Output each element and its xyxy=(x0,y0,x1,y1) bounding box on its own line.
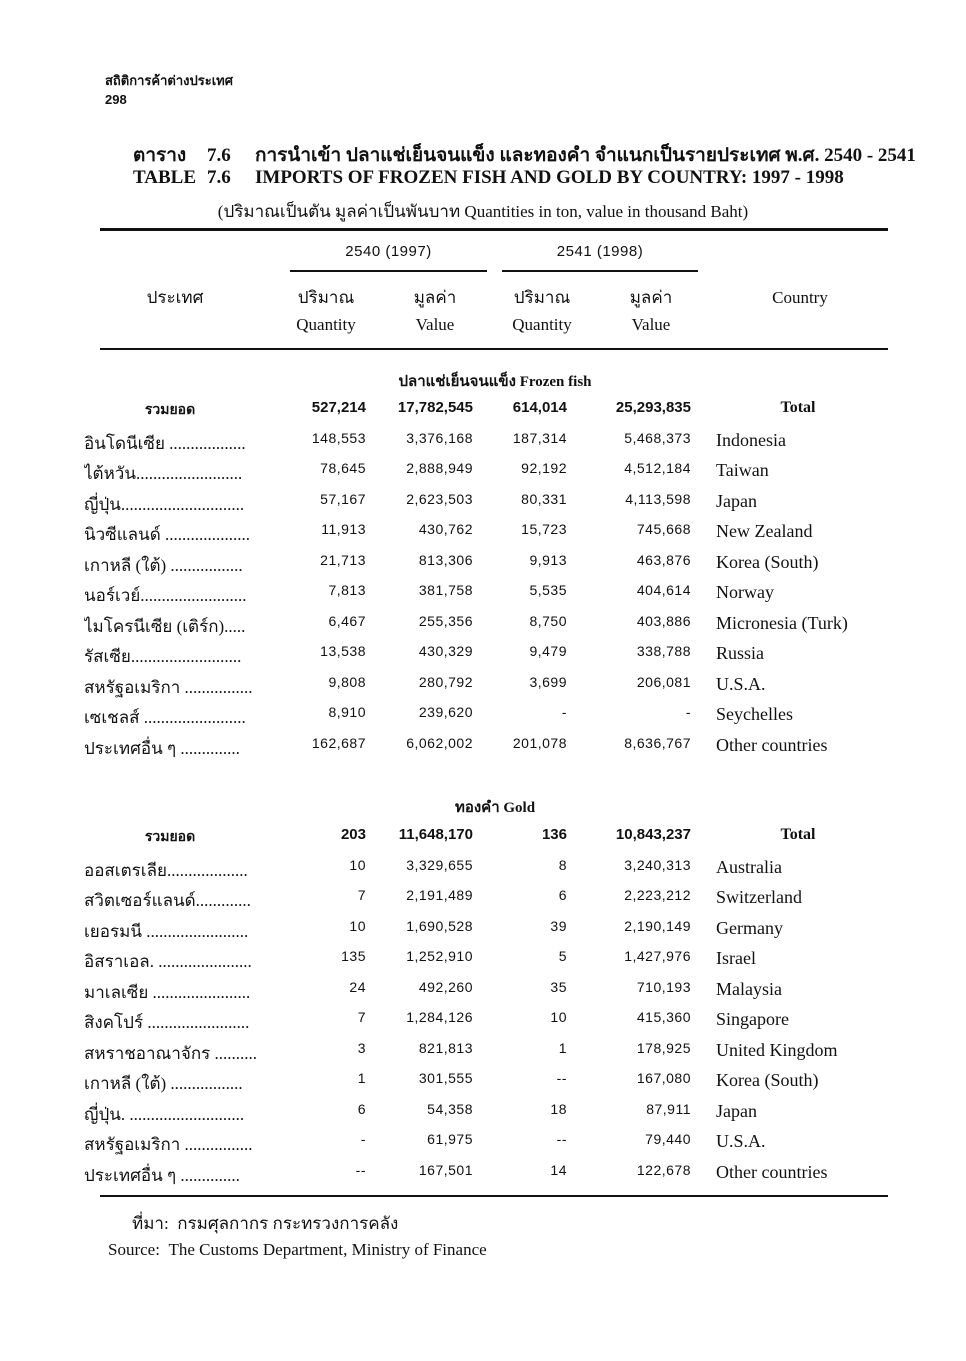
country-eng: Indonesia xyxy=(716,430,786,450)
value-1997: 11,648,170 xyxy=(398,826,473,843)
table-row xyxy=(0,735,966,765)
value-1997: 1,690,528 xyxy=(406,918,473,934)
col-header-val-1998 xyxy=(611,284,691,338)
quantity-1997: 6 xyxy=(357,1101,366,1117)
value-1997: 381,758 xyxy=(418,582,473,598)
table-row xyxy=(0,582,966,612)
country-thai: ประเทศอื่น ๆ .............. xyxy=(84,739,240,758)
quantity-1997: -- xyxy=(355,1162,366,1178)
quantity-1998: 6 xyxy=(558,887,567,903)
country-thai: รวมยอด xyxy=(144,401,196,417)
table-row xyxy=(0,979,966,1009)
quantity-1998: 39 xyxy=(550,918,567,934)
value-1997: 6,062,002 xyxy=(406,735,473,751)
country-thai: ญี่ปุ่น............................. xyxy=(84,495,245,514)
value-1998: 710,193 xyxy=(636,979,691,995)
value-1998: 87,911 xyxy=(646,1101,691,1117)
col-header-qty-1997 xyxy=(286,284,366,338)
country-thai: ไต้หวัน......................... xyxy=(84,464,243,483)
source-eng-label: Source: xyxy=(108,1240,160,1259)
table-row xyxy=(0,552,966,582)
val-eng-label: Value xyxy=(415,315,455,334)
value-1998: 404,614 xyxy=(636,582,691,598)
table-row xyxy=(0,491,966,521)
value-1998: 415,360 xyxy=(636,1009,691,1025)
country-thai: สิงคโปร์ ........................ xyxy=(84,1013,250,1032)
value-1998: 10,843,237 xyxy=(615,826,691,843)
quantity-1998: 187,314 xyxy=(512,430,567,446)
country-thai: ญี่ปุ่น. ........................... xyxy=(84,1105,245,1124)
value-1997: 3,329,655 xyxy=(406,857,473,873)
quantity-1997: 7,813 xyxy=(328,582,366,598)
year-rule-1997 xyxy=(290,270,487,272)
quantity-1997: 78,645 xyxy=(320,460,366,476)
table-row xyxy=(0,918,966,948)
value-1997: 301,555 xyxy=(418,1070,473,1086)
source-eng xyxy=(108,1240,487,1260)
value-1998: 2,190,149 xyxy=(624,918,691,934)
value-1998: 4,512,184 xyxy=(624,460,691,476)
quantity-1997: 135 xyxy=(341,948,366,964)
table-row xyxy=(0,521,966,551)
quantity-1997: 162,687 xyxy=(311,735,366,751)
country-thai: ประเทศอื่น ๆ .............. xyxy=(84,1166,240,1185)
qty-eng-label: Quantity xyxy=(296,315,356,334)
value-1997: 821,813 xyxy=(418,1040,473,1056)
quantity-1998: 10 xyxy=(550,1009,567,1025)
country-eng: Korea (South) xyxy=(716,552,819,572)
table-total-row xyxy=(0,399,966,429)
value-1998: 1,427,976 xyxy=(624,948,691,964)
quantity-1998: 18 xyxy=(550,1101,567,1117)
value-1997: 255,356 xyxy=(418,613,473,629)
value-1998: 4,113,598 xyxy=(625,491,691,507)
table-row xyxy=(0,887,966,917)
value-1998: 167,080 xyxy=(636,1070,691,1086)
table-row xyxy=(0,430,966,460)
table-title-thai xyxy=(133,140,916,170)
table-row xyxy=(0,460,966,490)
value-1997: 167,501 xyxy=(418,1162,473,1178)
section-title-frozen-fish: ปลาแช่เย็นจนแข็ง Frozen fish xyxy=(398,374,592,390)
value-1997: 3,376,168 xyxy=(406,430,473,446)
col-header-val-1997 xyxy=(395,284,475,338)
quantity-1997: 1 xyxy=(357,1070,366,1086)
country-eng: Russia xyxy=(716,643,765,663)
value-1997: 1,284,126 xyxy=(406,1009,473,1025)
value-1998: - xyxy=(685,704,691,720)
quantity-1998: 8 xyxy=(558,857,567,873)
table-row xyxy=(0,1131,966,1161)
table-row xyxy=(0,1040,966,1070)
value-1997: 54,358 xyxy=(427,1101,473,1117)
country-eng: Total xyxy=(780,399,816,416)
country-eng: U.S.A. xyxy=(716,674,766,694)
title-eng-label: TABLE xyxy=(133,167,197,188)
quantity-1997: 9,808 xyxy=(328,674,366,690)
country-thai: ออสเตรเลีย................... xyxy=(84,861,248,880)
country-thai: สหรัฐอเมริกา ................ xyxy=(84,1135,253,1154)
country-eng: Switzerland xyxy=(716,887,802,907)
quantity-1998: 92,192 xyxy=(521,460,567,476)
country-eng: Japan xyxy=(716,491,757,511)
country-eng: Singapore xyxy=(716,1009,789,1029)
quantity-1998: 5,535 xyxy=(529,582,567,598)
table-row xyxy=(0,704,966,734)
table-row xyxy=(0,613,966,643)
quantity-1997: - xyxy=(360,1131,366,1147)
source-thai-label: ที่มา: xyxy=(132,1214,169,1233)
source-eng-text: The Customs Department, Ministry of Finance xyxy=(168,1240,487,1259)
value-1997: 2,191,489 xyxy=(406,887,473,903)
source-thai-text: กรมศุลกากร กระทรวงการคลัง xyxy=(177,1214,399,1233)
quantity-1997: 24 xyxy=(349,979,366,995)
quantity-1998: - xyxy=(561,704,567,720)
value-1998: 122,678 xyxy=(636,1162,691,1178)
country-eng: Germany xyxy=(716,918,783,938)
value-1998: 745,668 xyxy=(636,521,691,537)
value-1997: 2,888,949 xyxy=(406,460,473,476)
title-thai-text: การนำเข้า ปลาแช่เย็นจนแข็ง และทองคำ จำแนกเป็นรายประเทศ พ.ศ. 2540 - 2541 xyxy=(255,145,916,166)
quantity-1997: 57,167 xyxy=(320,491,366,507)
country-thai: มาเลเซีย ....................... xyxy=(84,983,251,1002)
table-units: (ปริมาณเป็นตัน มูลค่าเป็นพันบาท Quantities in ton, value in thousand Baht) xyxy=(217,202,749,221)
value-1998: 8,636,767 xyxy=(624,735,691,751)
running-title: สถิติการค้าต่างประเทศ xyxy=(105,73,233,88)
quantity-1998: 8,750 xyxy=(529,613,567,629)
country-thai: อิสราเอล. ...................... xyxy=(84,952,252,971)
value-1998: 338,788 xyxy=(636,643,691,659)
quantity-1997: 13,538 xyxy=(320,643,366,659)
table-row xyxy=(0,643,966,673)
quantity-1998: -- xyxy=(556,1131,567,1147)
year-rule-1998 xyxy=(502,270,698,272)
country-eng: Korea (South) xyxy=(716,1070,819,1090)
country-thai: อินโดนีเซีย .................. xyxy=(84,434,246,453)
table-row xyxy=(0,857,966,887)
table-row xyxy=(0,1009,966,1039)
country-thai: ไมโครนีเซีย (เติร์ก)..... xyxy=(84,617,246,636)
country-eng: United Kingdom xyxy=(716,1040,838,1060)
col-header-country-thai: ประเทศ xyxy=(146,288,204,307)
qty-thai-label: ปริมาณ xyxy=(513,288,571,307)
quantity-1998: 35 xyxy=(550,979,567,995)
quantity-1998: 80,331 xyxy=(521,491,567,507)
country-thai: เยอรมนี ........................ xyxy=(84,922,249,941)
quantity-1997: 3 xyxy=(357,1040,366,1056)
value-1997: 17,782,545 xyxy=(397,399,473,416)
country-thai: สวิตเซอร์แลนด์............. xyxy=(84,891,251,910)
quantity-1997: 7 xyxy=(357,1009,366,1025)
quantity-1998: 5 xyxy=(558,948,567,964)
country-eng: Israel xyxy=(716,948,756,968)
title-thai-label: ตาราง xyxy=(133,145,187,166)
quantity-1997: 527,214 xyxy=(311,399,366,416)
table-row xyxy=(0,1162,966,1192)
country-thai: เกาหลี (ใต้) ................. xyxy=(84,1074,243,1093)
country-eng: Total xyxy=(780,826,816,843)
value-1998: 2,223,212 xyxy=(624,887,691,903)
section-title-gold: ทองคำ Gold xyxy=(454,800,536,816)
country-eng: Micronesia (Turk) xyxy=(716,613,848,633)
table-row xyxy=(0,674,966,704)
table-bottom-rule xyxy=(100,1195,888,1197)
quantity-1998: 136 xyxy=(541,826,567,843)
page-number: 298 xyxy=(105,92,127,107)
country-eng: Seychelles xyxy=(716,704,793,724)
country-thai: รวมยอด xyxy=(144,828,196,844)
table-row xyxy=(0,948,966,978)
country-eng: Norway xyxy=(716,582,774,602)
quantity-1997: 148,553 xyxy=(311,430,366,446)
quantity-1997: 203 xyxy=(340,826,366,843)
value-1998: 178,925 xyxy=(636,1040,691,1056)
quantity-1997: 11,913 xyxy=(321,521,366,537)
table-top-rule xyxy=(100,228,888,231)
quantity-1998: 9,913 xyxy=(529,552,567,568)
col-header-qty-1998 xyxy=(502,284,582,338)
quantity-1998: 1 xyxy=(558,1040,567,1056)
val-thai-label: มูลค่า xyxy=(629,288,673,307)
quantity-1998: 201,078 xyxy=(512,735,567,751)
header-bottom-rule xyxy=(100,348,888,350)
country-thai: นิวซีแลนด์ .................... xyxy=(84,525,250,544)
country-thai: สหราชอาณาจักร .......... xyxy=(84,1044,258,1063)
quantity-1997: 6,467 xyxy=(328,613,366,629)
value-1998: 463,876 xyxy=(636,552,691,568)
quantity-1998: 3,699 xyxy=(529,674,567,690)
value-1998: 403,886 xyxy=(636,613,691,629)
val-eng-label: Value xyxy=(631,315,671,334)
country-eng: Japan xyxy=(716,1101,757,1121)
year-header-1998: 2541 (1998) xyxy=(556,243,644,260)
qty-eng-label: Quantity xyxy=(512,315,572,334)
quantity-1997: 21,713 xyxy=(320,552,366,568)
source-thai xyxy=(132,1210,398,1237)
country-eng: Australia xyxy=(716,857,782,877)
country-eng: Other countries xyxy=(716,735,828,755)
quantity-1997: 10 xyxy=(349,918,366,934)
qty-thai-label: ปริมาณ xyxy=(297,288,355,307)
value-1997: 61,975 xyxy=(427,1131,473,1147)
country-thai: สหรัฐอเมริกา ................ xyxy=(84,678,253,697)
value-1997: 280,792 xyxy=(418,674,473,690)
title-thai-number: 7.6 xyxy=(207,145,231,166)
country-eng: Malaysia xyxy=(716,979,782,999)
quantity-1997: 10 xyxy=(349,857,366,873)
title-eng-number: 7.6 xyxy=(207,167,231,188)
table-total-row xyxy=(0,826,966,856)
table-row xyxy=(0,1070,966,1100)
year-header-1997: 2540 (1997) xyxy=(345,243,432,260)
quantity-1997: 7 xyxy=(357,887,366,903)
quantity-1998: 614,014 xyxy=(512,399,567,416)
value-1997: 2,623,503 xyxy=(406,491,473,507)
country-thai: เซเชลส์ ........................ xyxy=(84,708,246,727)
value-1997: 430,762 xyxy=(418,521,473,537)
country-eng: U.S.A. xyxy=(716,1131,766,1151)
country-eng: New Zealand xyxy=(716,521,813,541)
value-1997: 1,252,910 xyxy=(406,948,473,964)
value-1998: 25,293,835 xyxy=(615,399,691,416)
value-1998: 79,440 xyxy=(645,1131,691,1147)
country-eng: Taiwan xyxy=(716,460,769,480)
quantity-1998: 14 xyxy=(550,1162,567,1178)
val-thai-label: มูลค่า xyxy=(413,288,457,307)
quantity-1998: -- xyxy=(556,1070,567,1086)
value-1998: 5,468,373 xyxy=(624,430,691,446)
value-1997: 430,329 xyxy=(418,643,473,659)
table-row xyxy=(0,1101,966,1131)
country-thai: นอร์เวย์......................... xyxy=(84,586,247,605)
title-eng-text: IMPORTS OF FROZEN FISH AND GOLD BY COUNTRY: 1997 - 1998 xyxy=(255,167,844,188)
col-header-country-eng: Country xyxy=(772,288,828,307)
value-1998: 206,081 xyxy=(636,674,691,690)
value-1998: 3,240,313 xyxy=(624,857,691,873)
value-1997: 239,620 xyxy=(418,704,473,720)
table-title-eng xyxy=(133,167,844,189)
country-thai: รัสเซีย.......................... xyxy=(84,647,242,666)
quantity-1998: 9,479 xyxy=(529,643,567,659)
quantity-1998: 15,723 xyxy=(521,521,567,537)
country-eng: Other countries xyxy=(716,1162,828,1182)
country-thai: เกาหลี (ใต้) ................. xyxy=(84,556,243,575)
value-1997: 492,260 xyxy=(418,979,473,995)
quantity-1997: 8,910 xyxy=(328,704,366,720)
value-1997: 813,306 xyxy=(418,552,473,568)
